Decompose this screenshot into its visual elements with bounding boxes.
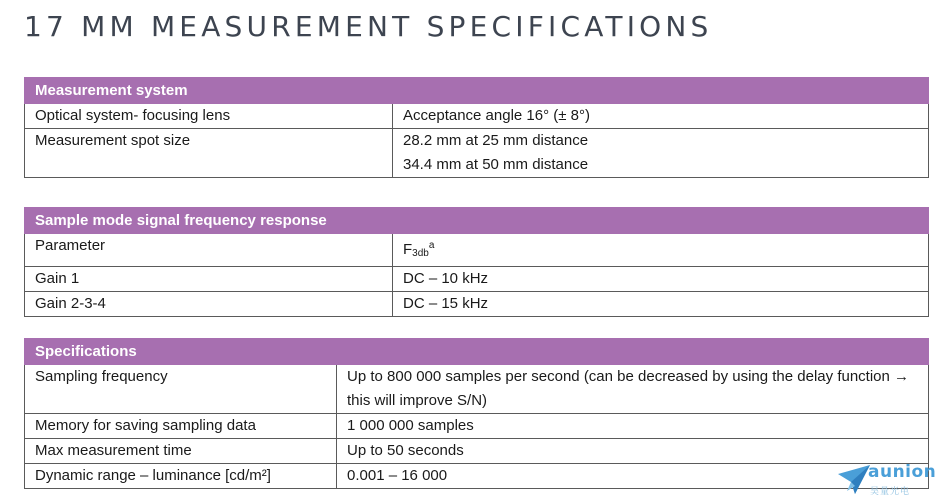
footnote-marker: a (428, 240, 435, 251)
row-label: Sampling frequency (25, 365, 337, 414)
row-value (393, 129, 929, 178)
row-value (393, 234, 929, 267)
row-label: Max measurement time (25, 439, 337, 464)
logo-text: aunion (868, 462, 937, 482)
row-label: Measurement spot size (25, 129, 393, 178)
row-label: Gain 1 (25, 267, 393, 292)
row-value: Up to 50 seconds (337, 439, 929, 464)
row-value: 1 000 000 samples (337, 414, 929, 439)
aunion-logo (837, 462, 937, 502)
table-row (25, 104, 929, 129)
paper-plane-icon (837, 464, 871, 496)
table-row (25, 365, 929, 414)
measurement-system-table (24, 77, 929, 178)
row-value (337, 365, 929, 414)
row-label: Parameter (25, 234, 393, 267)
value-line: 28.2 mm at 25 mm distance (403, 132, 589, 149)
frequency-response-table (24, 207, 929, 317)
table-row (25, 234, 929, 267)
f-symbol: F (403, 241, 413, 258)
table-row (25, 267, 929, 292)
row-label: Dynamic range – luminance [cd/m²] (25, 464, 337, 489)
table-row (25, 439, 929, 464)
value-text: Up to 800 000 samples per second (can be decreased by using the delay function → this will improve S/N) (347, 368, 910, 409)
specifications-table (24, 338, 929, 489)
table-row (25, 464, 929, 489)
row-value: Acceptance angle 16° (± 8°) (393, 104, 929, 129)
page-title: 17 MM MEASUREMENT SPECIFICATIONS (24, 10, 713, 43)
table-header: Measurement system (25, 78, 929, 104)
row-label: Memory for saving sampling data (25, 414, 337, 439)
row-label: Gain 2-3-4 (25, 292, 393, 317)
table-row (25, 129, 929, 178)
logo-subtext: 昊量光电 (870, 486, 911, 496)
table-header: Sample mode signal frequency response (25, 208, 929, 234)
f-subscript: 3db (412, 248, 429, 259)
row-value: DC – 15 kHz (393, 292, 929, 317)
table-header: Specifications (25, 339, 929, 365)
table-row (25, 414, 929, 439)
row-value: 0.001 – 16 000 (337, 464, 929, 489)
row-label: Optical system- focusing lens (25, 104, 393, 129)
table-row (25, 292, 929, 317)
row-value: DC – 10 kHz (393, 267, 929, 292)
value-line: 34.4 mm at 50 mm distance (403, 156, 589, 173)
